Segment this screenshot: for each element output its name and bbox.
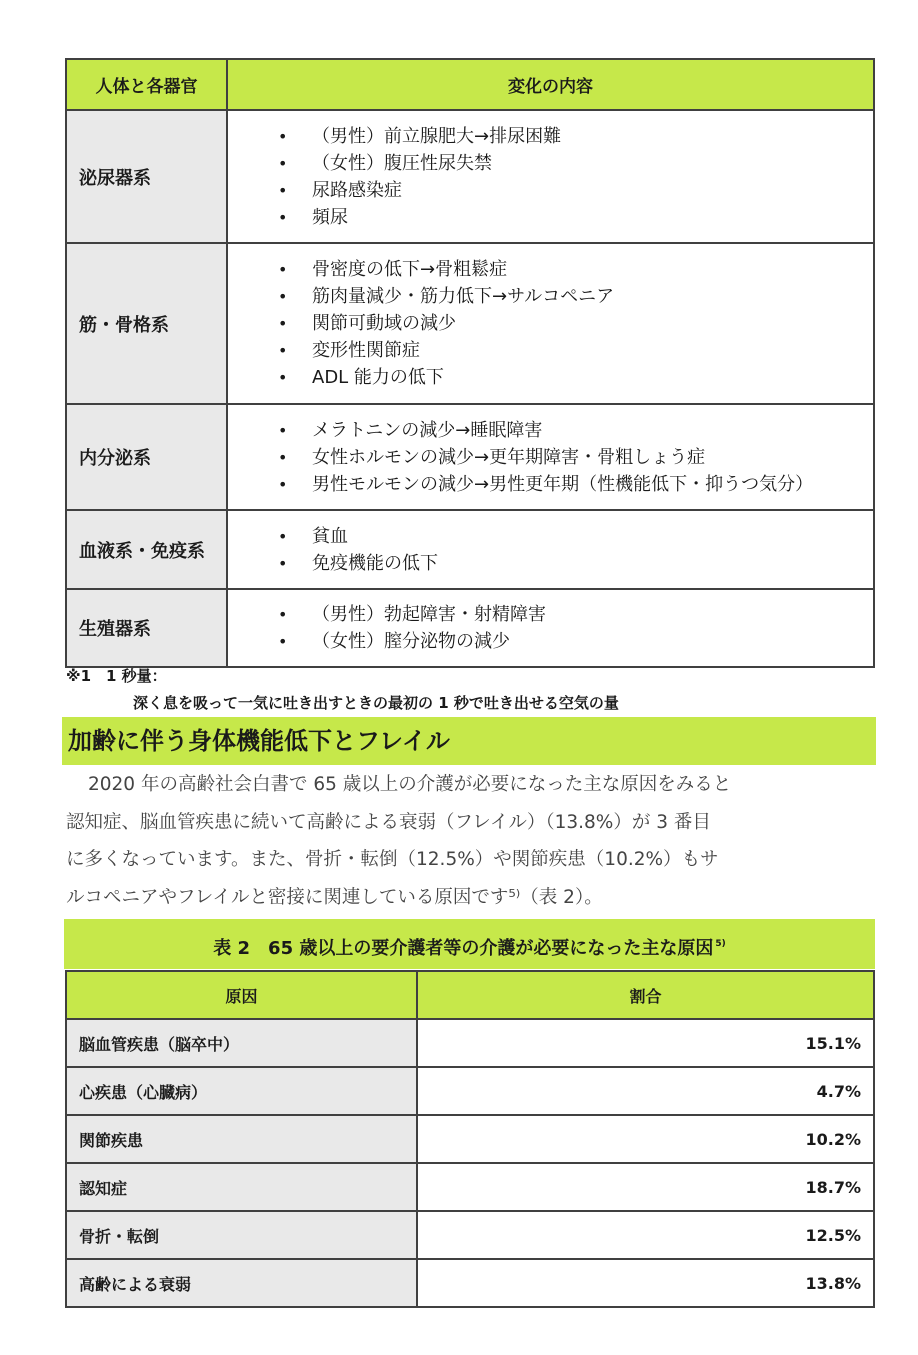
- organ-cell: 泌尿器系: [66, 110, 227, 243]
- cause-cell: 心疾患（心臓病）: [66, 1067, 417, 1115]
- cause-cell: 関節疾患: [66, 1115, 417, 1163]
- paragraph-line: に多くなっています。また、骨折・転倒（12.5%）や関節疾患（10.2%）もサ: [66, 849, 719, 870]
- table-header-row: [66, 971, 874, 1019]
- header-rate: 割合: [417, 971, 874, 1019]
- table-row: [66, 589, 874, 667]
- body-paragraph: [66, 766, 872, 916]
- table2-caption: [64, 919, 875, 969]
- header-organ: 人体と各器官: [66, 59, 227, 110]
- list-item: • ADL 能力の低下: [312, 364, 873, 391]
- list-item: • 関節可動域の減少: [312, 310, 873, 337]
- rate-cell: 4.7%: [417, 1067, 874, 1115]
- rate-cell: 10.2%: [417, 1115, 874, 1163]
- footnote-definition: 深く息を吸って一気に吐き出すときの最初の 1 秒で吐き出せる空気の量: [133, 694, 619, 712]
- cause-cell: 高齢による衰弱: [66, 1259, 417, 1307]
- table-row: [66, 1067, 874, 1115]
- changes-list: [228, 601, 873, 655]
- paragraph-line: 認知症、脳血管疾患に続いて高齢による衰弱（フレイル）（13.8%）が 3 番目: [66, 811, 711, 833]
- paragraph-line: ルコペニアやフレイルと密接に関連している原因です⁵⁾（表 2）。: [66, 886, 603, 908]
- table-row: [66, 1211, 874, 1259]
- header-cause: 原因: [66, 971, 417, 1019]
- rate-cell: 12.5%: [417, 1211, 874, 1259]
- body-changes-table: [65, 58, 875, 668]
- table-row: [66, 1115, 874, 1163]
- list-item: • 変形性関節症: [312, 337, 873, 364]
- table-row: [66, 1019, 874, 1067]
- changes-cell: [227, 243, 874, 404]
- changes-list: [228, 523, 873, 577]
- rate-cell: 18.7%: [417, 1163, 874, 1211]
- changes-cell: [227, 589, 874, 667]
- table2-caption-text: 表 2 65 歳以上の要介護者等の介護が必要になった主な原因: [213, 938, 714, 959]
- caption-reference: 5): [715, 939, 726, 949]
- changes-cell: [227, 404, 874, 510]
- table-header-row: [66, 59, 874, 110]
- list-item: • メラトニンの減少→睡眠障害: [312, 417, 873, 444]
- cause-cell: 骨折・転倒: [66, 1211, 417, 1259]
- list-item: • 骨密度の低下→骨粗鬆症: [312, 256, 873, 283]
- list-item: • 頻尿: [312, 204, 873, 231]
- list-item: • （男性）前立腺肥大→排尿困難: [312, 123, 873, 150]
- header-changes: 変化の内容: [227, 59, 874, 110]
- changes-cell: [227, 110, 874, 243]
- list-item: • 女性ホルモンの減少→更年期障害・骨粗しょう症: [312, 444, 873, 471]
- organ-cell: 筋・骨格系: [66, 243, 227, 404]
- list-item: • 免疫機能の低下: [312, 550, 873, 577]
- organ-cell: 血液系・免疫系: [66, 510, 227, 589]
- list-item: • 筋肉量減少・筋力低下→サルコペニア: [312, 283, 873, 310]
- list-item: • （女性）腹圧性尿失禁: [312, 150, 873, 177]
- changes-list: [228, 123, 873, 231]
- care-causes-table: [65, 970, 875, 1308]
- list-item: • 男性モルモンの減少→男性更年期（性機能低下・抑うつ気分）: [312, 471, 873, 498]
- list-item: • 貧血: [312, 523, 873, 550]
- paragraph-line: 2020 年の高齢社会白書で 65 歳以上の介護が必要になった主な原因をみると: [88, 774, 732, 795]
- list-item: • （女性）膣分泌物の減少: [312, 628, 873, 655]
- organ-cell: 内分泌系: [66, 404, 227, 510]
- table-row: [66, 510, 874, 589]
- changes-list: [228, 417, 873, 498]
- table-row: [66, 1259, 874, 1307]
- cause-cell: 脳血管疾患（脳卒中）: [66, 1019, 417, 1067]
- changes-list: [228, 256, 873, 391]
- rate-cell: 13.8%: [417, 1259, 874, 1307]
- section-heading: 加齢に伴う身体機能低下とフレイル: [62, 717, 876, 765]
- list-item: • 尿路感染症: [312, 177, 873, 204]
- table-row: [66, 1163, 874, 1211]
- list-item: • （男性）勃起障害・射精障害: [312, 601, 873, 628]
- footnote-term: ※1 1 秒量：: [66, 667, 167, 685]
- organ-cell: 生殖器系: [66, 589, 227, 667]
- table-row: [66, 243, 874, 404]
- table-row: [66, 404, 874, 510]
- changes-cell: [227, 510, 874, 589]
- rate-cell: 15.1%: [417, 1019, 874, 1067]
- table-row: [66, 110, 874, 243]
- cause-cell: 認知症: [66, 1163, 417, 1211]
